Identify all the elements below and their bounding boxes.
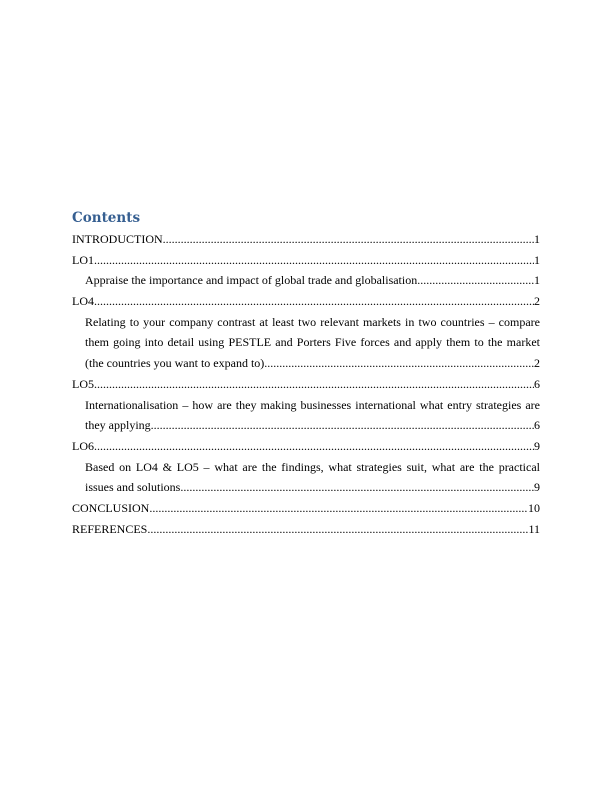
toc-entry[interactable] (72, 436, 540, 457)
toc-entry[interactable] (72, 291, 540, 312)
toc-page-number: 2 (534, 294, 540, 309)
toc-page-number: 1 (534, 232, 540, 246)
toc-entry-text: Internationalisation – how are they making businesses international what entry strategies are (85, 397, 540, 412)
toc-entry-text: LO1 (72, 252, 94, 267)
toc-entry[interactable] (72, 457, 540, 498)
toc-entry-text: REFERENCES (72, 521, 148, 536)
toc-entry-text: they applying (85, 418, 151, 433)
toc-entry[interactable] (72, 519, 540, 540)
dot-leader (94, 436, 534, 457)
toc-entry[interactable] (72, 395, 540, 436)
toc-title: Contents (72, 210, 141, 226)
toc-page-number: 9 (534, 438, 540, 453)
toc-page-number: 1 (534, 252, 540, 267)
toc-entry-text: INTRODUCTION (72, 232, 163, 246)
table-of-contents (72, 229, 540, 539)
toc-entry[interactable] (72, 312, 540, 374)
dot-leader (264, 353, 534, 374)
toc-page-number: 6 (534, 418, 540, 433)
toc-entry[interactable] (72, 498, 540, 519)
toc-page-number: 6 (534, 376, 540, 391)
dot-leader (163, 229, 534, 250)
toc-entry-text: LO5 (72, 376, 94, 391)
dot-leader (94, 374, 534, 395)
toc-entry-text: CONCLUSION (72, 500, 150, 515)
toc-entry[interactable] (72, 250, 540, 271)
toc-entry-text: LO4 (72, 294, 94, 309)
toc-page-number: 11 (528, 521, 540, 536)
toc-page-number: 10 (528, 500, 540, 515)
dot-leader (180, 477, 534, 498)
toc-page-number: 2 (534, 356, 540, 371)
toc-page-number: 1 (534, 273, 540, 288)
dot-leader (149, 498, 528, 519)
dot-leader (94, 250, 534, 271)
toc-page-number: 9 (534, 480, 540, 495)
toc-entry-text: Relating to your company contrast at least two relevant markets in two countries – compare (85, 314, 540, 329)
dot-leader (94, 291, 534, 312)
toc-entry-text: LO6 (72, 438, 94, 453)
toc-entry-text: Appraise the importance and impact of global trade and globalisation (85, 273, 418, 288)
toc-entry-text: (the countries you want to expand to) (85, 356, 265, 371)
dot-leader (151, 415, 534, 436)
toc-entry-text: them going into detail using PESTLE and Porters Five forces and apply them to the market (85, 335, 540, 350)
dot-leader (417, 270, 534, 291)
toc-entry[interactable] (72, 270, 540, 291)
toc-entry[interactable] (72, 229, 540, 250)
toc-entry-text: issues and solutions (85, 480, 181, 495)
toc-entry[interactable] (72, 374, 540, 395)
toc-entry-text: Based on LO4 & LO5 – what are the findings, what strategies suit, what are the practical (85, 459, 540, 474)
dot-leader (147, 519, 528, 540)
